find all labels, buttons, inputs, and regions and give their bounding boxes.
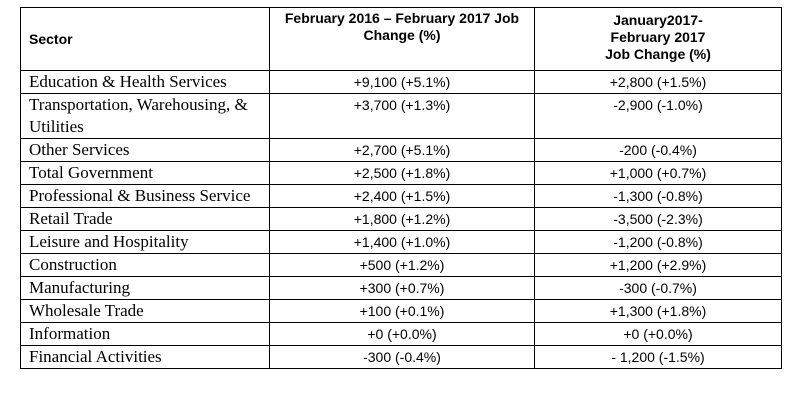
table-row (21, 231, 782, 254)
table-row (21, 162, 782, 185)
yoy-change-cell: +0 (+0.0%) (270, 323, 535, 346)
mom-change-cell: -2,900 (-1.0%) (535, 94, 782, 139)
mom-change-cell: -200 (-0.4%) (535, 139, 782, 162)
table-row (21, 300, 782, 323)
sector-cell: Education & Health Services (21, 71, 270, 94)
sector-cell: Professional & Business Service (21, 185, 270, 208)
table-row (21, 323, 782, 346)
table-row (21, 139, 782, 162)
mom-change-cell: -1,300 (-0.8%) (535, 185, 782, 208)
mom-change-cell: - 1,200 (-1.5%) (535, 346, 782, 369)
mom-change-cell: +1,300 (+1.8%) (535, 300, 782, 323)
sector-cell: Manufacturing (21, 277, 270, 300)
yoy-change-cell: +500 (+1.2%) (270, 254, 535, 277)
yoy-change-cell: +2,700 (+5.1%) (270, 139, 535, 162)
yoy-change-cell: +1,800 (+1.2%) (270, 208, 535, 231)
yoy-change-cell: +3,700 (+1.3%) (270, 94, 535, 139)
yoy-change-cell: +300 (+0.7%) (270, 277, 535, 300)
table-row (21, 346, 782, 369)
sector-cell: Wholesale Trade (21, 300, 270, 323)
mom-change-cell: +1,000 (+0.7%) (535, 162, 782, 185)
yoy-change-cell: +2,500 (+1.8%) (270, 162, 535, 185)
mom-change-cell: +2,800 (+1.5%) (535, 71, 782, 94)
table-row (21, 71, 782, 94)
mom-change-cell: -300 (-0.7%) (535, 277, 782, 300)
mom-change-cell: -3,500 (-2.3%) (535, 208, 782, 231)
sector-cell: Other Services (21, 139, 270, 162)
mom-header-line-2: February 2017 (610, 29, 706, 45)
yoy-change-cell: +2,400 (+1.5%) (270, 185, 535, 208)
mom-change-cell: +1,200 (+2.9%) (535, 254, 782, 277)
yoy-change-cell: +100 (+0.1%) (270, 300, 535, 323)
sector-column-header: Sector (21, 8, 270, 71)
sector-cell: Total Government (21, 162, 270, 185)
mom-change-cell: -1,200 (-0.8%) (535, 231, 782, 254)
mom-change-column-header (535, 8, 782, 71)
yoy-change-cell: +9,100 (+5.1%) (270, 71, 535, 94)
table-row (21, 208, 782, 231)
yoy-change-column-header: February 2016 – February 2017 Job Change (%) (270, 8, 535, 71)
mom-header-line-1: January2017- (613, 12, 703, 28)
header-row (21, 8, 782, 71)
table-row (21, 254, 782, 277)
sector-cell: Information (21, 323, 270, 346)
mom-change-cell: +0 (+0.0%) (535, 323, 782, 346)
sector-cell: Retail Trade (21, 208, 270, 231)
sector-cell: Financial Activities (21, 346, 270, 369)
table-row (21, 277, 782, 300)
sector-cell: Leisure and Hospitality (21, 231, 270, 254)
yoy-change-cell: -300 (-0.4%) (270, 346, 535, 369)
yoy-change-cell: +1,400 (+1.0%) (270, 231, 535, 254)
table-row (21, 185, 782, 208)
sector-cell: Construction (21, 254, 270, 277)
table-row (21, 94, 782, 139)
sector-cell: Transportation, Warehousing, & Utilities (21, 94, 270, 139)
job-change-table (20, 7, 782, 369)
mom-header-line-3: Job Change (%) (605, 46, 711, 62)
